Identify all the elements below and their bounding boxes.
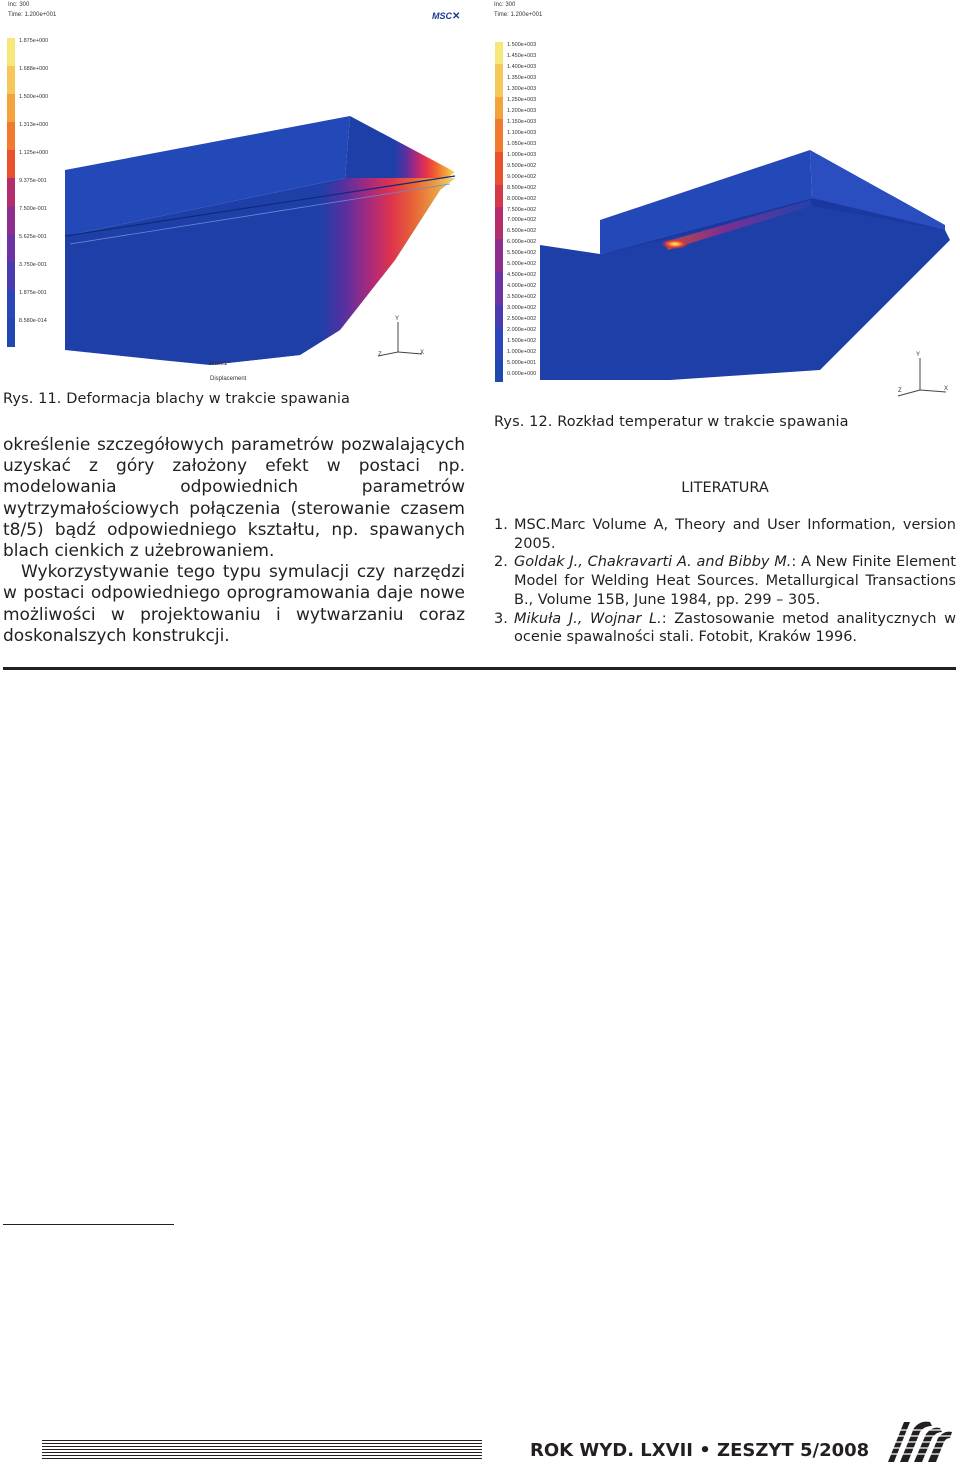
legend-label: 1.688e+000 (19, 66, 49, 72)
legend-swatch (495, 371, 503, 382)
legend-label: 7.500e-001 (19, 206, 47, 212)
journal-logo (880, 1416, 956, 1466)
fig11-job-label: lcase1 (210, 361, 228, 367)
reference-item: 2. Goldak J., Chakravarti A. and Bibby M.: A New Finite Element Model for Welding Heat Sources. Metallurgical Transactions B., Volume 15B, June 1984, pp. 299 – 305. (494, 554, 956, 608)
legend-swatch (495, 327, 503, 338)
legend-swatch (495, 338, 503, 349)
legend-swatch (495, 42, 503, 53)
legend-label: 1.000e+003 (507, 151, 537, 158)
legend-label: 1.150e+003 (507, 118, 537, 125)
legend-label: 3.500e+002 (507, 294, 537, 301)
reference-authors: Mikuła J., Wojnar L. (514, 610, 662, 627)
legend-label: 4.500e+002 (507, 272, 537, 279)
legend-swatch (495, 207, 503, 218)
legend-label: 1.313e+000 (19, 122, 49, 128)
legend-label: 1.050e+003 (507, 140, 537, 147)
legend-swatch (495, 174, 503, 185)
legend-swatch (495, 53, 503, 64)
legend-swatch (495, 152, 503, 163)
fig12-inc-label: Inc: 300 (494, 2, 516, 8)
issue-label: ROK WYD. LXVII • ZESZYT 5/2008 (530, 1440, 870, 1461)
legend-label: 9.000e+002 (507, 173, 537, 180)
legend-label: 8.000e+002 (507, 195, 537, 202)
reference-list (494, 516, 956, 647)
legend-swatch (495, 272, 503, 283)
legend-label: 8.500e+002 (507, 184, 537, 191)
legend-swatch (495, 97, 503, 108)
legend-label: 1.500e+003 (507, 42, 537, 48)
legend-swatch (495, 86, 503, 97)
legend-swatch (495, 261, 503, 272)
legend-swatch (495, 349, 503, 360)
legend-label: 1.000e+002 (507, 349, 537, 356)
fig11-caption: Rys. 11. Deformacja blachy w trakcie spawania (3, 391, 350, 407)
legend-swatch (495, 75, 503, 86)
legend-label: 7.000e+002 (507, 217, 537, 224)
legend-swatch (495, 64, 503, 75)
fig11-time-label: Time: 1.200e+001 (8, 12, 57, 18)
legend-swatch (495, 163, 503, 174)
legend-swatch (495, 250, 503, 261)
msc-logo: MSC✕ (432, 11, 461, 22)
legend-label: 1.300e+003 (507, 85, 537, 92)
literature-heading: LITERATURA (681, 480, 769, 496)
body-paragraph-2: Wykorzystywanie tego typu symulacji czy narzędzi w postaci odpowiedniego oprogramowania daje nowe możliwości w projektowaniu i wytwarzaniu coraz doskonalszych konstrukcji. (3, 562, 465, 646)
legend-swatch (495, 239, 503, 250)
fig12-x-axis-label: X (944, 386, 949, 392)
fig12-time-label: Time: 1.200e+001 (494, 12, 543, 18)
legend-label: 1.875e-001 (19, 290, 47, 296)
legend-label: 9.500e+002 (507, 162, 537, 169)
legend-label: 6.500e+002 (507, 228, 537, 235)
legend-label: 0.000e+000 (507, 371, 537, 378)
fig11-x-axis-label: X (420, 350, 425, 356)
legend-swatch (495, 217, 503, 228)
legend-label: 4.000e+002 (507, 283, 537, 290)
legend-label: 1.250e+003 (507, 96, 537, 103)
legend-label: 1.875e+000 (19, 38, 49, 44)
legend-label: 8.580e-014 (19, 318, 47, 324)
legend-label: 7.500e+002 (507, 206, 537, 213)
legend-label: 5.625e-001 (19, 234, 47, 240)
legend-label: 9.375e-001 (19, 178, 47, 184)
reference-authors: Goldak J., Chakravarti A. and Bibby M. (514, 554, 792, 571)
legend-swatch (495, 196, 503, 207)
reference-item: 3. Mikuła J., Wojnar L.: Zastosowanie metod analitycznych w ocenie spawalności stali. Fotobit, Kraków 1996. (494, 610, 957, 646)
legend-swatch (495, 316, 503, 327)
legend-label: 2.000e+002 (507, 327, 537, 334)
legend-swatch (495, 360, 503, 371)
legend-swatch (495, 108, 503, 119)
legend-swatch (495, 228, 503, 239)
legend-label: 5.500e+002 (507, 250, 537, 257)
fig11-inc-label: Inc: 300 (8, 2, 30, 8)
legend-label: 1.125e+000 (19, 150, 49, 156)
legend-swatch (495, 294, 503, 305)
legend-label: 1.350e+003 (507, 74, 537, 81)
fig11-quantity-label: Displacement (210, 376, 247, 382)
legend-swatch (495, 141, 503, 152)
footnote-rule (3, 1224, 174, 1225)
legend-label: 1.450e+003 (507, 52, 537, 59)
legend-label: 1.500e+000 (19, 94, 49, 100)
legend-label: 1.400e+003 (507, 63, 537, 70)
legend-swatch (495, 283, 503, 294)
legend-label: 6.000e+002 (507, 239, 537, 246)
fig12-z-axis-label: Z (898, 388, 902, 394)
legend-label: 5.000e+002 (507, 261, 537, 268)
legend-swatch (495, 305, 503, 316)
section-divider (3, 667, 956, 670)
fig12-y-axis-label: Y (916, 352, 921, 358)
legend-swatch (495, 130, 503, 141)
body-text-column (3, 435, 465, 647)
reference-item: 1. MSC.Marc Volume A, Theory and User Information, version 2005. (494, 517, 956, 552)
legend-swatch (495, 119, 503, 130)
legend-label: 2.500e+002 (507, 316, 537, 323)
legend-label: 3.000e+002 (507, 305, 537, 312)
legend-label: 1.500e+002 (507, 338, 537, 345)
legend-label: 3.750e-001 (19, 262, 47, 268)
legend-label: 1.200e+003 (507, 107, 537, 114)
fig12-caption: Rys. 12. Rozkład temperatur w trakcie spawania (494, 414, 849, 430)
legend-label: 1.100e+003 (507, 129, 537, 136)
body-paragraph-1: określenie szczegółowych parametrów pozwalających uzyskać z góry założony efekt w postaci np. modelowania odpowiednich parametrów wytrzymałościowych połączenia (sterowanie czasem t8/5) bądź odpowiedniego kształtu, np. spawanych blach cienkich z użebrowaniem. (3, 435, 465, 562)
legend-swatch (495, 185, 503, 196)
fig11-z-axis-label: Z (378, 352, 382, 358)
fig11-y-axis-label: Y (395, 316, 400, 322)
footer-stripes (42, 1440, 482, 1460)
legend-label: 5.000e+001 (507, 360, 537, 367)
